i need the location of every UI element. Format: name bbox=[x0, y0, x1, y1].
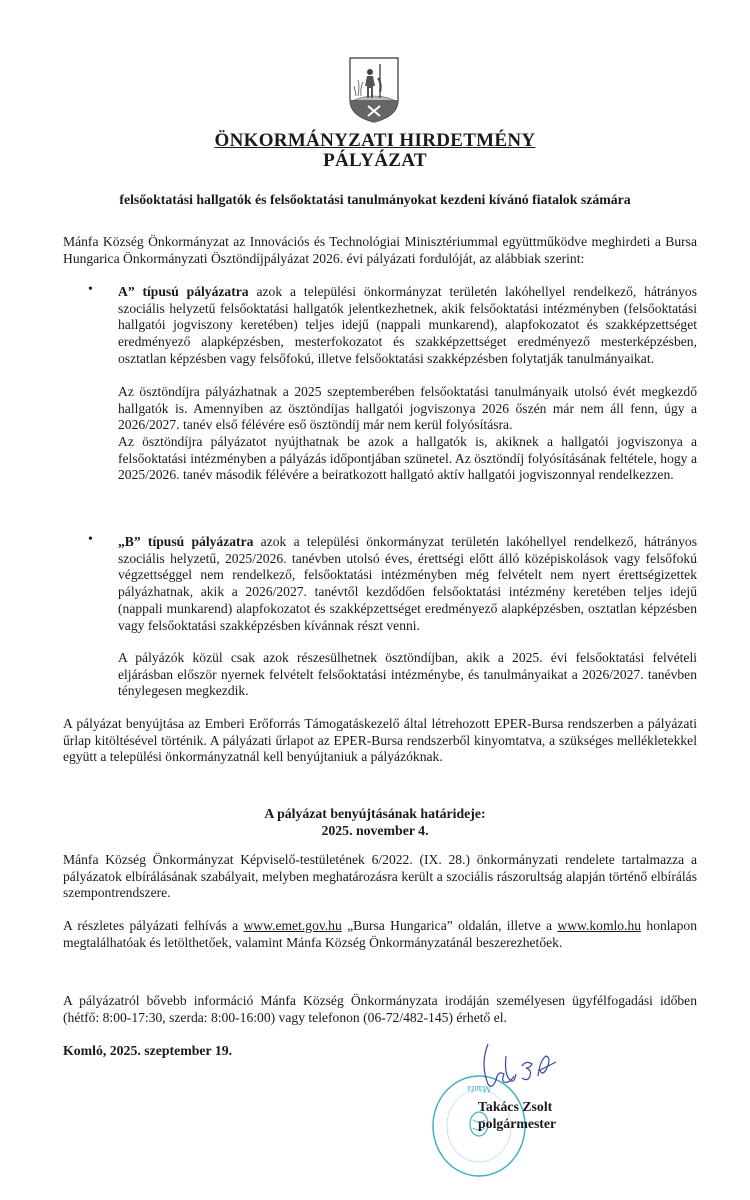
notice-subtitle: PÁLYÁZAT bbox=[323, 150, 427, 171]
deadline-block bbox=[0, 805, 750, 839]
bullet-icon: • bbox=[88, 282, 93, 297]
type-b-text: azok a települési önkormányzat területén lakóhellyel rendelkező, hátrányos szociális helyzetű, 2025/2026. tanévben utolsó éves, érettségi előtt álló középiskolások vagy felsőfokú végzettséggel nem rendelkező, felsőoktatási intézményben még felvételt nem nyert érettségizettek pályázhatnak, akik a 2026/2027. tanévtől kezdődően felsőoktatási intézmény keretében teljes idejű (nappali munkarend) alapfokozatot és szakképzettséget eredményező alapképzésben, osztatlan képzésben vagy felsőoktatási szakképzésben kívánnak részt venni. bbox=[118, 534, 697, 633]
svg-text:Mánfa: Mánfa bbox=[467, 1084, 491, 1094]
type-b-admission: A pályázók közül csak azok részesülhetnek ösztöndíjban, akik a 2025. évi felsőoktatási felvételi eljárásban először nyernek felvételt felsőoktatási intézménybe, és tanulmányaikat a 2026/2027. tanévben ténylegesen megkezdik. bbox=[118, 650, 697, 699]
details-text: A részletes pályázati felhívás a bbox=[63, 918, 244, 933]
intro-paragraph: Mánfa Község Önkormányzat az Innovációs és Technológiai Minisztériummal együttműködve meghirdeti a Bursa Hungarica Önkormányzati Ösztöndíjpályázat 2026. évi pályázati fordulóját, az alábbiak szerint: bbox=[63, 234, 697, 266]
details-text: „Bursa Hungarica” oldalán, illetve a bbox=[341, 918, 558, 933]
type-a-final-year: Az ösztöndíjra pályázhatnak a 2025 szeptemberében felsőoktatási tanulmányaik utolsó évét megkezdő hallgatók is. Amennyiben az ösztöndíjas hallgatói jogviszonya 2026 őszén már nem áll fenn, úgy a 2026/2027. tanév első félévére eső ösztöndíj már nem kerül folyósításra. bbox=[118, 384, 697, 433]
signer-block bbox=[478, 1098, 556, 1132]
contact-paragraph: A pályázatról bővebb információ Mánfa Község Önkormányzata irodáján személyesen ügyfélfogadási időben (hétfő: 8:00-17:30, szerda: 8:00-16:00) vagy telefonon (06-72/482-145) érhető el. bbox=[63, 993, 697, 1025]
coat-of-arms-icon bbox=[348, 56, 400, 124]
signature-icon bbox=[478, 1036, 558, 1096]
details-text: honlapon megtalálhatóak és letölthetőek, valamint Mánfa Község Önkormányzatánál beszerezhetőek. bbox=[63, 918, 697, 950]
submission-paragraph: A pályázat benyújtása az Emberi Erőforrás Támogatáskezelő által létrehozott EPER-Bursa rendszerben a pályázati űrlap kitöltésével történik. A pályázati űrlapot az EPER-Bursa rendszerből kinyomtatva, a szükséges mellékletekkel együtt a települési önkormányzatnál kell benyújtaniuk a pályázóknak. bbox=[63, 716, 697, 765]
target-audience: felsőoktatási hallgatók és felsőoktatási tanulmányokat kezdeni kívánó fiatalok számára bbox=[119, 192, 631, 207]
place-and-date: Komló, 2025. szeptember 19. bbox=[63, 1043, 233, 1058]
komlo-link[interactable]: www.komlo.hu bbox=[557, 918, 642, 933]
type-a-suspended: Az ösztöndíjra pályázatot nyújthatnak be azok a hallgatók is, akiknek a hallgatói jogviszonya a felsőoktatási intézményben a pályázás időpontjában szünetel. Az ösztöndíj folyósításának feltétele, hogy a 2025/2026. tanév második félévére a beiratkozott hallgató aktív hallgatói jogviszonnyal rendelkezzen. bbox=[118, 434, 697, 483]
regulation-paragraph: Mánfa Község Önkormányzat Képviselő-testületének 6/2022. (IX. 28.) önkormányzati rendelete tartalmazza a pályázatok elbírálásának szabályait, melyben meghatározásra került a szociális rászorultság alapján történő elbírálás szempontrendszere. bbox=[63, 852, 697, 901]
notice-title: ÖNKORMÁNYZATI HIRDETMÉNY bbox=[214, 130, 536, 151]
type-b-label: „B” típusú pályázatra bbox=[118, 534, 254, 549]
signer-title: polgármester bbox=[478, 1116, 557, 1131]
deadline-label: A pályázat benyújtásának határideje: bbox=[264, 806, 486, 821]
signer-name: Takács Zsolt bbox=[478, 1099, 553, 1114]
type-b-paragraph bbox=[118, 534, 697, 634]
emet-link[interactable]: www.emet.gov.hu bbox=[243, 918, 342, 933]
type-a-text: azok a települési önkormányzat területén lakóhellyel rendelkező, hátrányos szociális helyzetű felsőoktatási hallgatók jelentkezhetnek, akik felsőoktatási intézményben (felsőoktatási hallgatói jogviszony keretében) teljes idejű (nappali munkarend), alapfokozatot és szakképzettséget eredményező alapképzésben, mesterfokozatot és szakképzettséget eredményező mesterképzésben, osztatlan képzésben vagy felsőfokú, illetve felsőoktatási szakképzésben folytatják tanulmányaikat. bbox=[118, 284, 697, 366]
deadline-date: 2025. november 4. bbox=[321, 823, 429, 838]
details-paragraph bbox=[63, 918, 697, 951]
type-a-label: A” típusú pályázatra bbox=[118, 284, 249, 299]
bullet-icon: • bbox=[88, 532, 93, 547]
type-a-paragraph bbox=[118, 284, 697, 368]
